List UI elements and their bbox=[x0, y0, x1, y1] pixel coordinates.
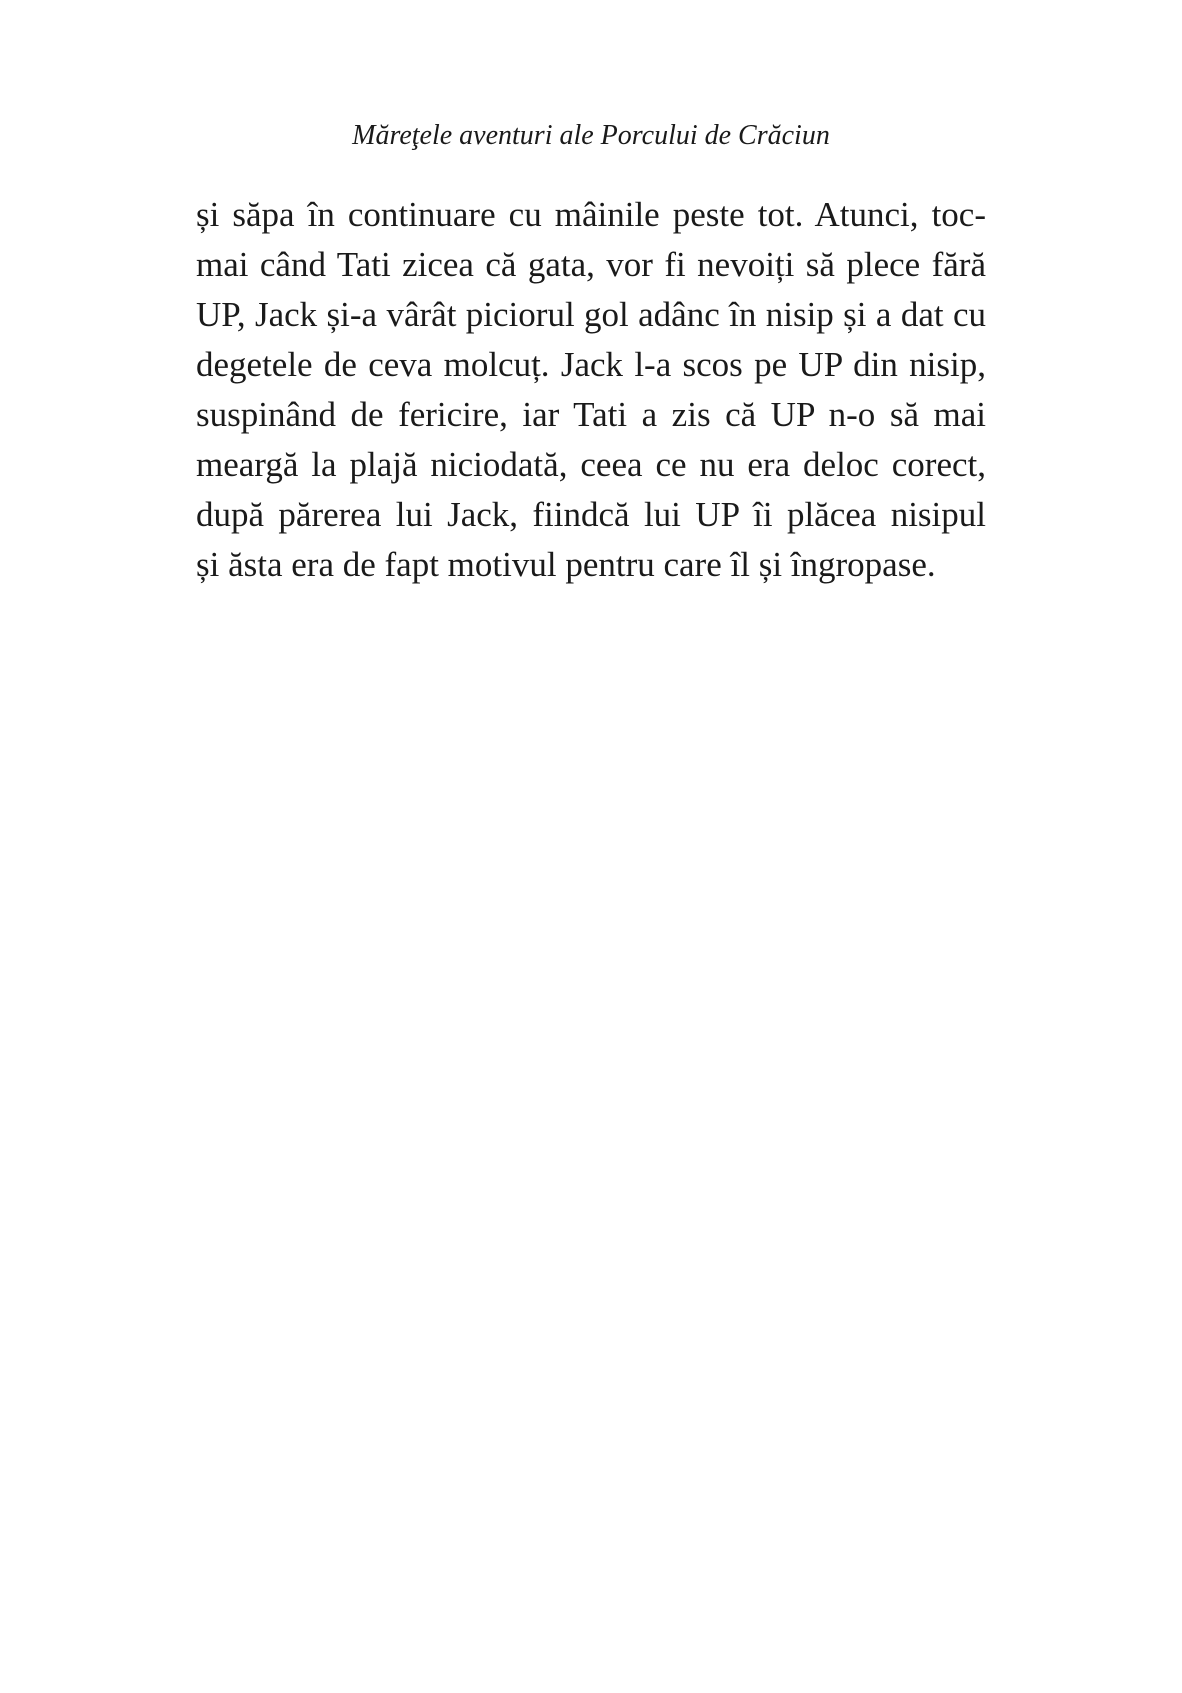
text-line: suspinând de fericire, iar Tati a zis că UP n-o să mai bbox=[196, 395, 986, 434]
text-line: și ăsta era de fapt motivul pentru care îl și îngropase. bbox=[196, 545, 936, 584]
text-line: și săpa în continuare cu mâinile peste tot. Atunci, toc- bbox=[196, 195, 986, 234]
body-paragraph bbox=[196, 190, 986, 590]
text-line: meargă la plajă niciodată, ceea ce nu era deloc corect, bbox=[196, 445, 986, 484]
text-line: degetele de ceva molcuț. Jack l-a scos pe UP din nisip, bbox=[196, 345, 986, 384]
text-line: după părerea lui Jack, fiindcă lui UP îi plăcea nisipul bbox=[196, 495, 986, 534]
text-line: mai când Tati zicea că gata, vor fi nevoiți să plece fără bbox=[196, 245, 986, 284]
text-line: UP, Jack și-a vârât piciorul gol adânc în nisip și a dat cu bbox=[196, 295, 986, 334]
running-head: Măreţele aventuri ale Porcului de Crăciun bbox=[352, 120, 830, 151]
